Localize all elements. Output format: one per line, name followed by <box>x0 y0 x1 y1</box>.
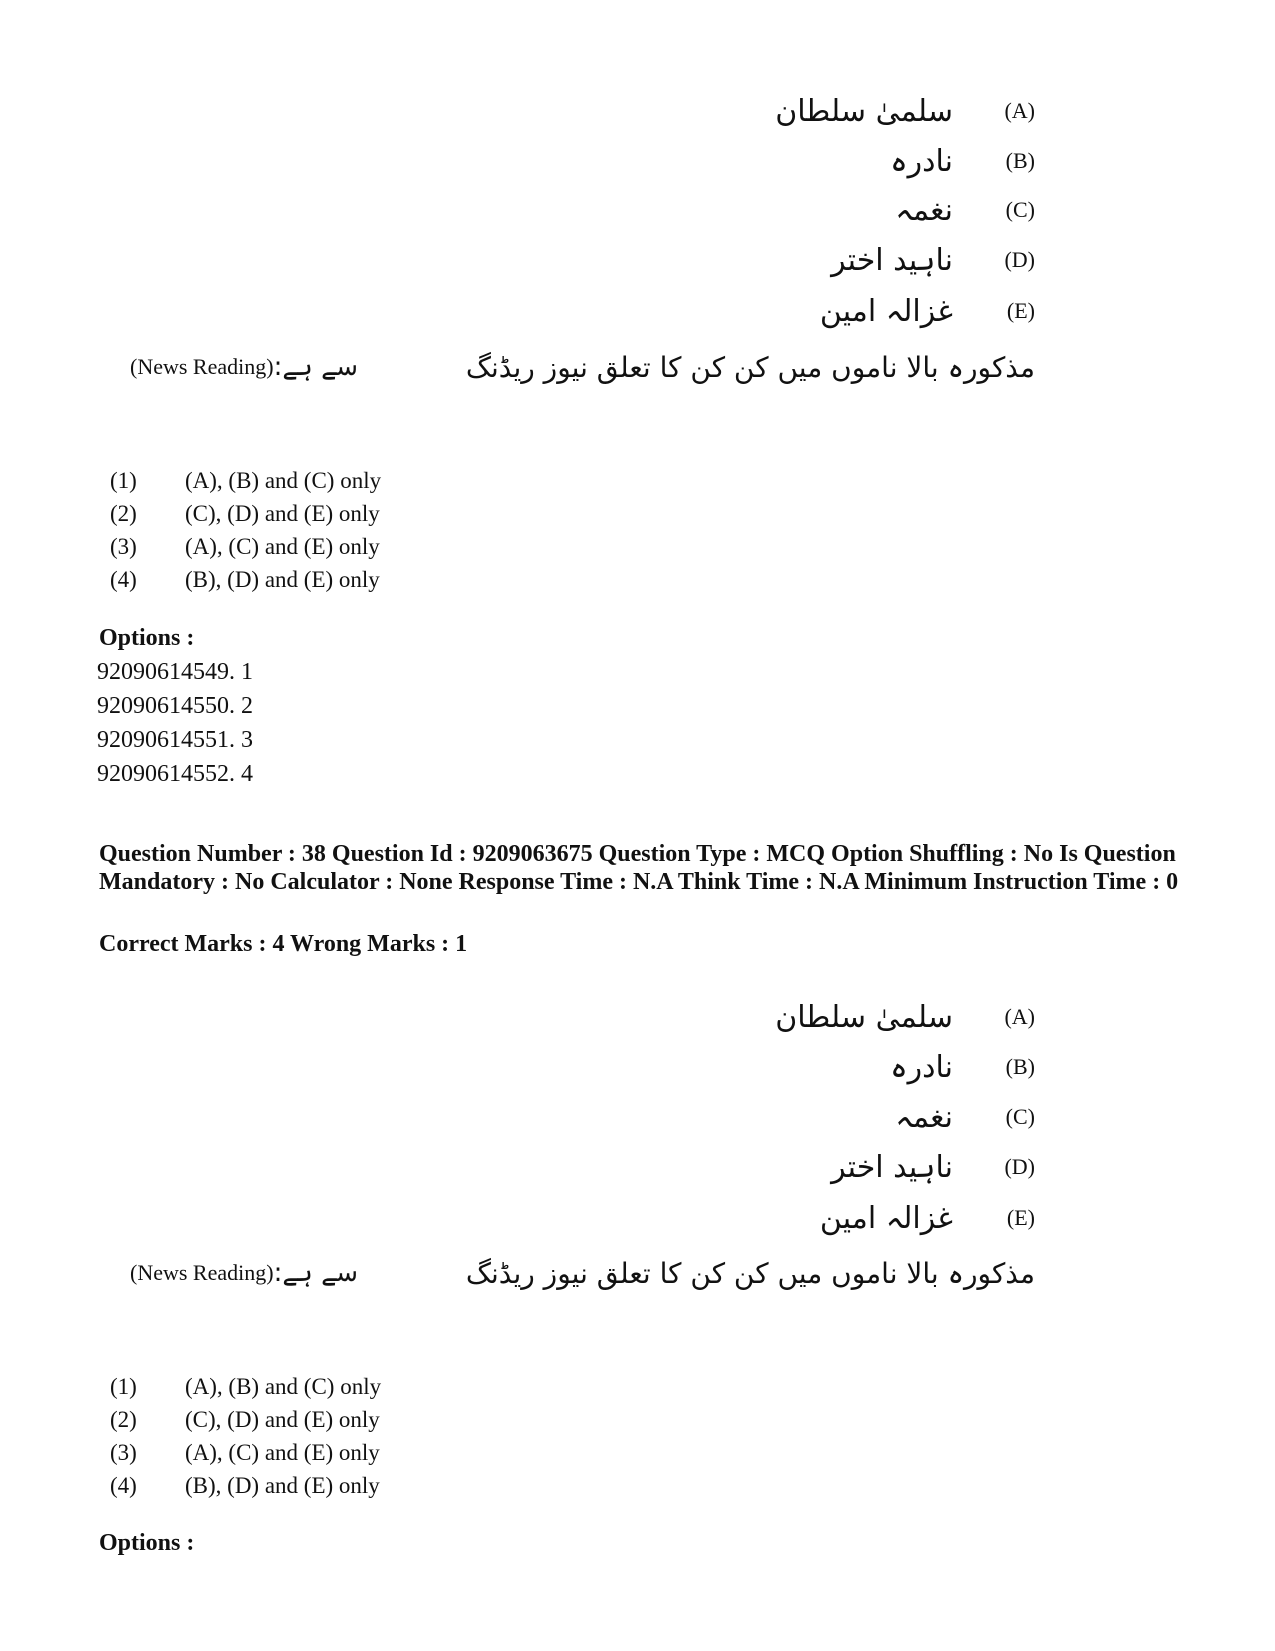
q37-choice-1 <box>110 464 381 497</box>
item-letter: (E) <box>1006 1205 1035 1230</box>
q38-choice-3 <box>110 1436 380 1469</box>
item-urdu-text: ناہید اختر <box>831 242 953 278</box>
choice-number: (4) <box>110 1472 137 1498</box>
q37-option-id-3: 92090614551. 3 <box>97 727 253 753</box>
item-letter: (C) <box>1005 1104 1035 1129</box>
item-urdu-text: نادرہ <box>890 143 953 179</box>
choice-text: (A), (C) and (E) only <box>185 1439 380 1465</box>
stem-english-term: (News Reading) <box>130 1260 274 1285</box>
q37-choice-4 <box>110 563 380 596</box>
item-urdu-text: غزالہ امین <box>819 293 953 329</box>
choice-number: (4) <box>110 566 137 592</box>
choice-text: (B), (D) and (E) only <box>185 566 380 592</box>
q37-urdu-item-b <box>890 137 1035 185</box>
stem-english-term: (News Reading) <box>130 354 274 379</box>
item-urdu-text: نغمہ <box>895 1099 953 1135</box>
choice-number: (1) <box>110 1373 137 1399</box>
choice-number: (3) <box>110 533 137 559</box>
stem-left-part <box>130 352 358 382</box>
q37-choice-3 <box>110 530 380 563</box>
q38-metadata: Question Number : 38 Question Id : 9209063675 Question Type : MCQ Option Shuffling : No Is Question Mandatory : No Calculator : None Response Time : N.A Think Time : N.A Minimum Instruction Time : 0 <box>99 841 1179 895</box>
item-letter: (A) <box>1004 1004 1035 1029</box>
q37-option-id-4: 92090614552. 4 <box>97 761 253 787</box>
q37-choice-2 <box>110 497 380 530</box>
q38-choice-4 <box>110 1469 380 1502</box>
q38-urdu-item-c <box>895 1093 1035 1141</box>
q38-urdu-item-e <box>820 1194 1035 1242</box>
choice-text: (B), (D) and (E) only <box>185 1472 380 1498</box>
q38-choice-2 <box>110 1403 380 1436</box>
item-letter: (C) <box>1005 197 1035 222</box>
q38-marks: Correct Marks : 4 Wrong Marks : 1 <box>99 931 468 957</box>
item-urdu-text: غزالہ امین <box>819 1200 953 1236</box>
stem-right-part: مذکورہ بالا ناموں میں کن کن کا تعلق نیوز ریڈنگ <box>465 1256 1035 1290</box>
q38-question-stem <box>130 1248 1035 1298</box>
q37-option-id-1: 92090614549. 1 <box>97 659 253 685</box>
q37-urdu-item-a <box>775 87 1035 135</box>
item-letter: (B) <box>1005 148 1035 173</box>
item-letter: (B) <box>1005 1054 1035 1079</box>
choice-text: (A), (B) and (C) only <box>185 467 382 493</box>
stem-ending: سے ہے: <box>273 352 359 382</box>
q38-choice-1 <box>110 1370 381 1403</box>
q38-urdu-item-d <box>831 1143 1035 1191</box>
q37-urdu-item-d <box>831 236 1035 284</box>
item-urdu-text: نغمہ <box>895 192 953 228</box>
item-letter: (D) <box>1004 247 1035 272</box>
q38-urdu-item-b <box>890 1043 1035 1091</box>
stem-left-part <box>130 1258 358 1288</box>
choice-text: (A), (B) and (C) only <box>185 1373 382 1399</box>
item-urdu-text: نادرہ <box>890 1049 953 1085</box>
item-letter: (A) <box>1004 98 1035 123</box>
stem-ending: سے ہے: <box>273 1258 359 1288</box>
choice-number: (1) <box>110 467 137 493</box>
item-urdu-text: سلمیٰ سلطان <box>775 999 953 1035</box>
item-letter: (D) <box>1004 1154 1035 1179</box>
choice-number: (3) <box>110 1439 137 1465</box>
choice-text: (C), (D) and (E) only <box>185 500 380 526</box>
item-urdu-text: ناہید اختر <box>831 1149 953 1185</box>
choice-number: (2) <box>110 500 137 526</box>
choice-text: (C), (D) and (E) only <box>185 1406 380 1432</box>
stem-right-part: مذکورہ بالا ناموں میں کن کن کا تعلق نیوز ریڈنگ <box>465 350 1035 384</box>
choice-text: (A), (C) and (E) only <box>185 533 380 559</box>
item-letter: (E) <box>1006 298 1035 323</box>
choice-number: (2) <box>110 1406 137 1432</box>
q37-question-stem <box>130 342 1035 392</box>
q38-options-heading: Options : <box>99 1530 195 1556</box>
item-urdu-text: سلمیٰ سلطان <box>775 93 953 129</box>
q37-urdu-item-c <box>895 186 1035 234</box>
q38-urdu-item-a <box>775 993 1035 1041</box>
q37-urdu-item-e <box>820 287 1035 335</box>
q37-option-id-2: 92090614550. 2 <box>97 693 253 719</box>
q37-options-heading: Options : <box>99 625 195 651</box>
